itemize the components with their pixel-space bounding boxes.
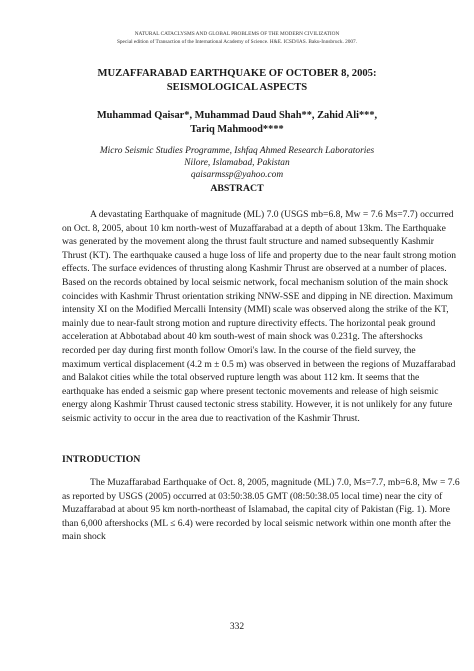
journal-line: NATURAL CATACLYSMS AND GLOBAL PROBLEMS OF THE MODERN CIVILIZATION bbox=[134, 31, 340, 37]
abstract-heading: ABSTRACT bbox=[210, 183, 264, 194]
running-header bbox=[0, 31, 474, 46]
abstract-line: intensity XI on the Modified Mercalli Intensity (MMI) scale was observed along the strike of the KT, bbox=[62, 304, 449, 316]
abstract-line: coincides with Kashmir Thrust orientation striking NNW-SSE and dipping in NE direction. Maximum bbox=[62, 290, 453, 302]
abstract-line: and Balakot cities while the total observed rupture length was about 112 km. It seems that the bbox=[62, 372, 420, 384]
abstract-line: was generated by the movement along the thrust fault structure and named subsequently Kashmir bbox=[62, 236, 434, 248]
abstract-line: Thrust (KT). The earthquake caused a huge loss of life and property due to the near fault strong motion bbox=[62, 249, 457, 261]
introduction-body bbox=[62, 476, 460, 544]
abstract-body bbox=[62, 208, 457, 426]
abstract-line: acceleration at Abbotabad about 40 km south-west of main shock was 0.231g. The aftershocks bbox=[62, 331, 423, 343]
introduction-heading: INTRODUCTION bbox=[62, 454, 141, 465]
paper-title bbox=[0, 67, 474, 94]
abstract-line: A devastating Earthquake of magnitude (ML) 7.0 (USGS mb=6.8, Mw = 7.6 Ms=7.7) occurred bbox=[90, 209, 454, 220]
introduction-line: main shock bbox=[62, 531, 106, 543]
abstract-line: Based on the records obtained by local seismic network, focal mechanism solution of the main shock bbox=[62, 276, 449, 288]
abstract-line: on Oct. 8, 2005, about 10 km north-west of Muzaffarabad at a depth of about 13km. The Earthquake bbox=[62, 222, 446, 234]
introduction-line: as reported by USGS (2005) occurred at 03:50:38.05 GMT (08:50:38.05 local time) near the city of bbox=[62, 490, 443, 502]
abstract-line: maximum vertical displacement (4.2 m ± 0.5 m) was observed in between the regions of Muzaffarabad bbox=[62, 358, 456, 370]
author-email: qaisarmssp@yahoo.com bbox=[190, 169, 284, 180]
introduction-line: Muzaffarabad at about 95 km north-northeast of Islamabad, the capital city of Pakistan (Fig. 1). More bbox=[62, 504, 450, 516]
edition-line: Special edition of Transaction of the International Academy of Science. H&E. ICSD/IAS. Baku-Innsbruck. 2007. bbox=[116, 38, 358, 45]
abstract-line: recorded per day during first month follow Omori's law. In the course of the field survey, the bbox=[62, 344, 416, 356]
authors-line-2: Tariq Mahmood**** bbox=[190, 124, 284, 135]
page-number: 332 bbox=[229, 622, 245, 632]
abstract-line: seismic activity to occur in the area due to reactivation of the Kashmir Thrust. bbox=[62, 412, 360, 424]
abstract-line: earthquake has ended a seismic gap where present tectonic movements and release of high seismic bbox=[62, 385, 439, 397]
affiliation-line-1: Micro Seismic Studies Programme, Ishfaq Ahmed Research Laboratories bbox=[99, 146, 375, 156]
author-list bbox=[0, 109, 474, 137]
abstract-line: energy along Kashmir Thrust caused tectonic stress stability. However, it is not unlikely for any future bbox=[62, 399, 453, 411]
abstract-line: mainly due to near-fault strong motion and rupture directivity effects. The horizontal peak ground bbox=[62, 317, 436, 329]
abstract-line: effects. The surface evidences of thrusting along Kashmir Thrust are observed at a number of places. bbox=[62, 263, 447, 275]
introduction-line: than 6,000 aftershocks (ML ≤ 6.4) were recorded by local seismic network within one month after the bbox=[62, 517, 451, 529]
affiliation-line-2: Nilore, Islamabad, Pakistan bbox=[184, 157, 290, 168]
affiliation bbox=[0, 146, 474, 181]
title-line-2: SEISMOLOGICAL ASPECTS bbox=[166, 81, 308, 93]
title-line-1: MUZAFFARABAD EARTHQUAKE OF OCTOBER 8, 2005: bbox=[97, 68, 377, 79]
authors-line-1: Muhammad Qaisar*, Muhammad Daud Shah**, Zahid Ali***, bbox=[96, 110, 378, 121]
introduction-line: The Muzaffarabad Earthquake of Oct. 8, 2005, magnitude (ML) 7.0, Ms=7.7, mb=6.8, Mw = 7.6 bbox=[90, 477, 460, 488]
